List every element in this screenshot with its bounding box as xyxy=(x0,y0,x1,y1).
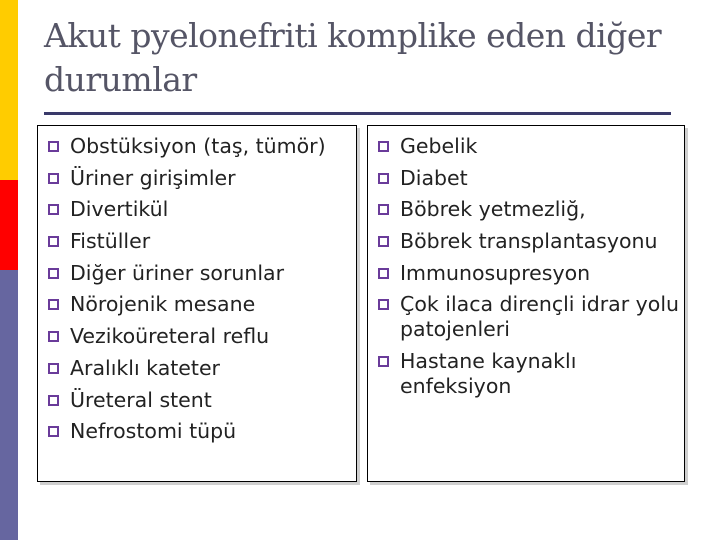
square-bullet-icon xyxy=(378,356,389,367)
square-bullet-icon xyxy=(378,299,389,310)
square-bullet-icon xyxy=(378,204,389,215)
slide-title: Akut pyelonefriti komplike eden diğer durumlar xyxy=(44,16,662,99)
square-bullet-icon xyxy=(48,236,59,247)
list-item xyxy=(38,166,356,191)
right-list-box xyxy=(367,125,685,482)
square-bullet-icon xyxy=(48,204,59,215)
square-bullet-icon xyxy=(48,141,59,152)
list-item-text: Üriner girişimler xyxy=(70,165,236,190)
title-underline xyxy=(44,112,671,115)
list-item-text: Böbrek transplantasyonu xyxy=(400,229,658,254)
list-item xyxy=(38,388,356,413)
list-item xyxy=(368,229,684,254)
list-item xyxy=(38,229,356,254)
list-item xyxy=(38,292,356,317)
left-bullet-list xyxy=(38,134,356,451)
square-bullet-icon xyxy=(378,141,389,152)
list-item xyxy=(38,324,356,349)
list-item-text: Gebelik xyxy=(400,134,478,158)
list-item xyxy=(368,134,684,159)
list-item xyxy=(38,261,356,286)
side-bar-red xyxy=(0,180,18,270)
square-bullet-icon xyxy=(48,395,59,406)
square-bullet-icon xyxy=(48,426,59,437)
list-item-text: Hastane kaynaklı enfeksiyon xyxy=(400,349,577,399)
list-item xyxy=(368,349,684,399)
list-item-text: Nörojenik mesane xyxy=(70,292,256,317)
list-item-text: Fistüller xyxy=(70,229,151,254)
list-item-text: Aralıklı kateter xyxy=(70,355,220,380)
list-item-text: Çok ilaca dirençli idrar yolu patojenleri xyxy=(400,292,680,342)
square-bullet-icon xyxy=(48,299,59,310)
list-item-text: Üreteral stent xyxy=(70,387,212,412)
side-bar-yellow xyxy=(0,0,18,180)
square-bullet-icon xyxy=(48,331,59,342)
square-bullet-icon xyxy=(378,236,389,247)
list-item xyxy=(368,166,684,191)
list-item xyxy=(38,356,356,381)
list-item xyxy=(38,419,356,444)
square-bullet-icon xyxy=(48,173,59,184)
side-bar-purple xyxy=(0,270,18,540)
right-bullet-list xyxy=(368,134,684,406)
square-bullet-icon xyxy=(378,173,389,184)
list-item-text: Diabet xyxy=(400,165,468,190)
list-item xyxy=(368,261,684,286)
list-item xyxy=(368,292,684,342)
list-item-text: Diğer üriner sorunlar xyxy=(70,260,285,285)
list-item xyxy=(38,134,356,159)
square-bullet-icon xyxy=(48,363,59,374)
list-item xyxy=(368,197,684,222)
square-bullet-icon xyxy=(48,268,59,279)
list-item-text: Böbrek yetmezliğ, xyxy=(400,197,586,222)
list-item-text: Divertikül xyxy=(70,197,169,222)
left-list-box xyxy=(37,125,357,482)
list-item-text: Obstüksiyon (taş, tümör) xyxy=(70,134,326,158)
square-bullet-icon xyxy=(378,268,389,279)
list-item xyxy=(38,197,356,222)
list-item-text: Nefrostomi tüpü xyxy=(70,419,237,444)
list-item-text: Immunosupresyon xyxy=(400,260,591,285)
side-color-bar xyxy=(0,0,18,540)
list-item-text: Vezikoüreteral reflu xyxy=(70,324,270,349)
